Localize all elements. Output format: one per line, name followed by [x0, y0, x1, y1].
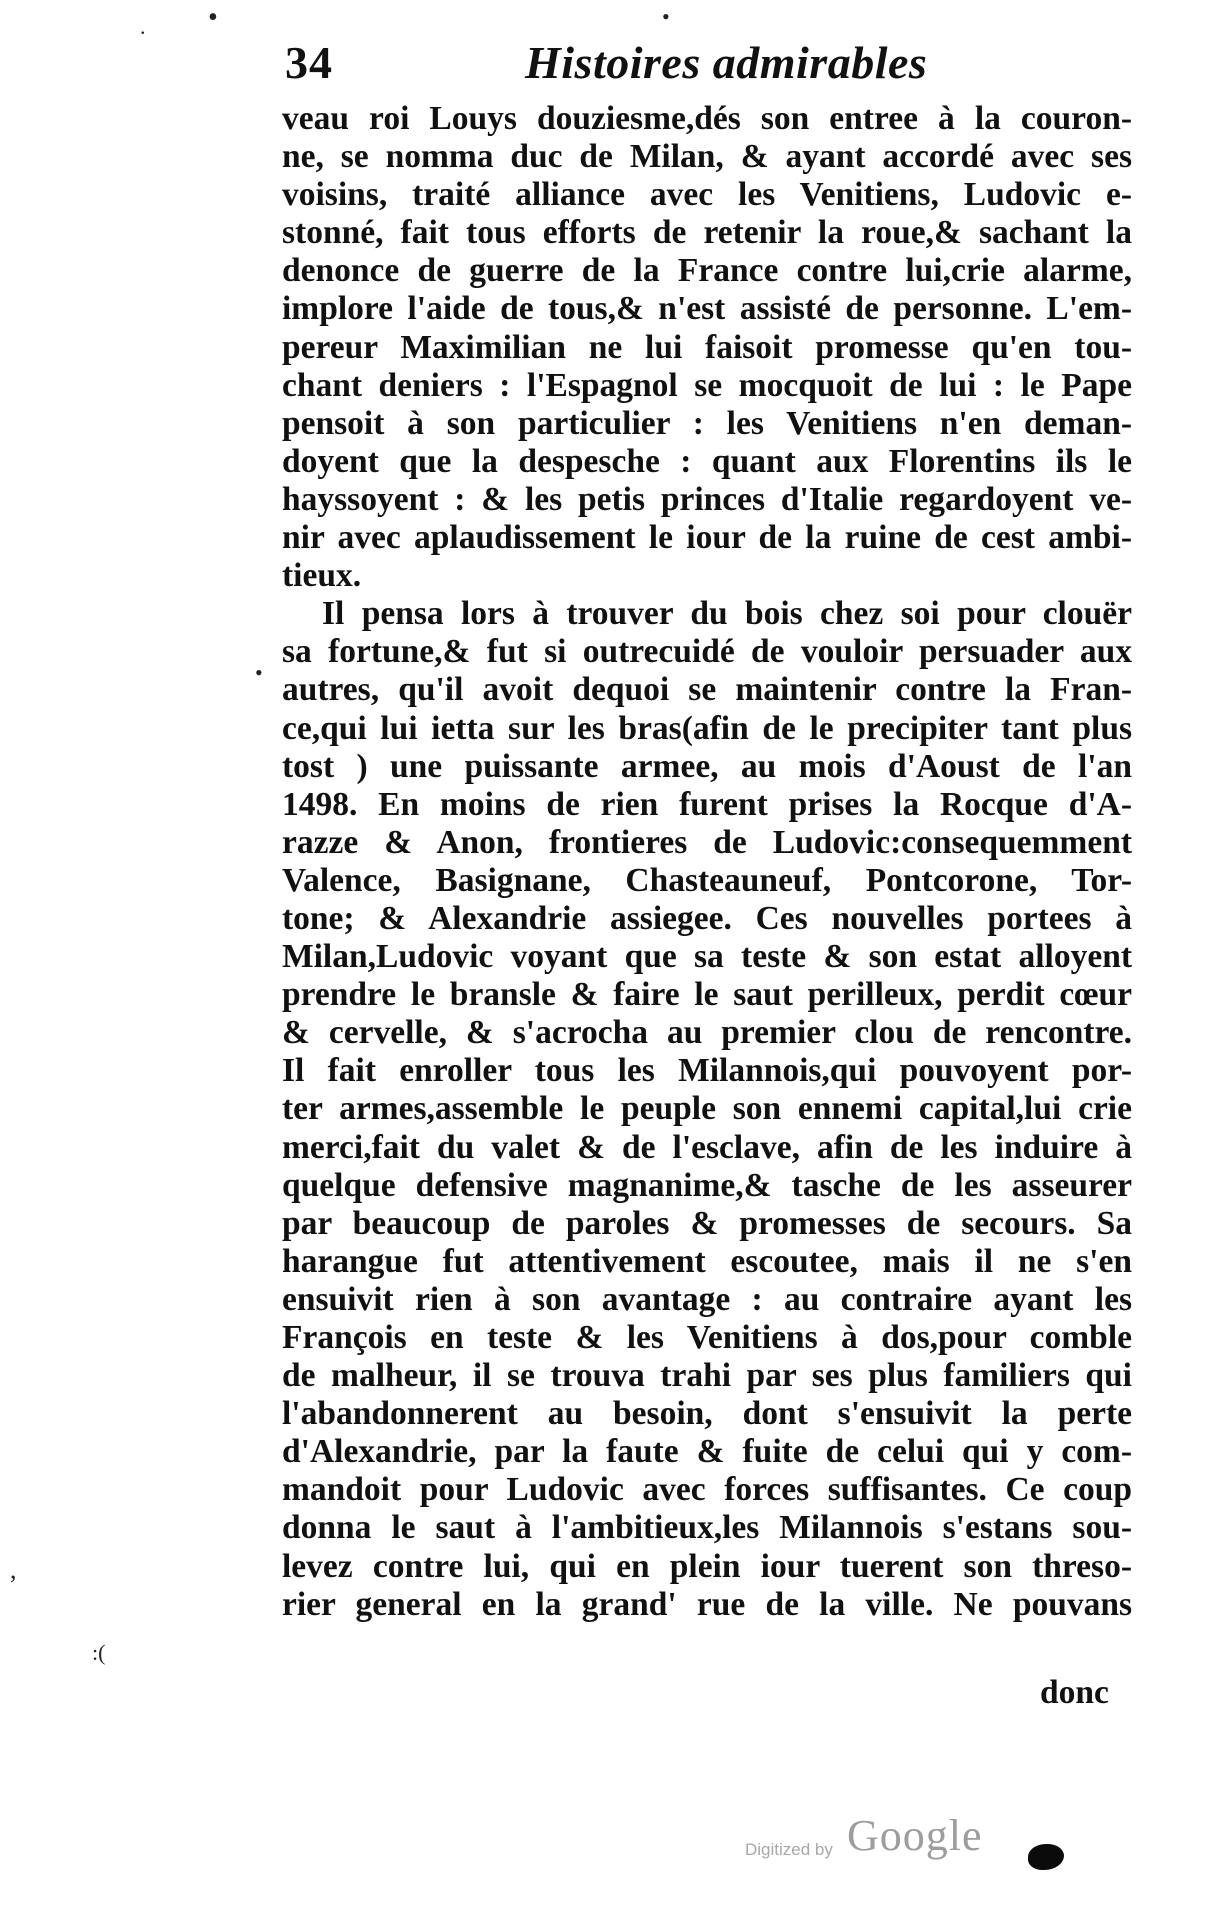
- digitized-label: Digitized by: [745, 1840, 833, 1859]
- running-title: Histoires admirables: [525, 37, 928, 88]
- text-line: ensuivit rien à son avantage : au contraire ayant les: [282, 1280, 1132, 1318]
- text-line: veau roi Louys douziesme,dés son entree à la couron-: [282, 100, 1132, 137]
- text-line: Valence, Basignane, Chasteauneuf, Pontcorone, Tor-: [282, 861, 1132, 899]
- text-line: razze & Anon, frontieres de Ludovic:consequemment: [282, 823, 1132, 861]
- text-line: autres, qu'il avoit dequoi se maintenir contre la Fran-: [282, 671, 1132, 709]
- margin-speck-mark: :(: [92, 1640, 106, 1665]
- page-number: 34: [285, 37, 333, 88]
- margin-speck-mark: •: [255, 660, 263, 685]
- margin-speck-mark: •: [662, 4, 670, 29]
- text-line: chant deniers : l'Espagnol se mocquoit de lui : le Pape: [282, 366, 1132, 404]
- margin-speck-mark: •: [208, 2, 218, 33]
- text-line: mandoit pour Ludovic avec forces suffisantes. Ce coup: [282, 1471, 1132, 1509]
- text-line: prendre le bransle & faire le saut perilleux, perdit cœur: [282, 976, 1132, 1014]
- paragraph-start-line: Il pensa lors à trouver du bois chez soi pour clouër: [322, 595, 1132, 633]
- text-line: rier general en la grand' rue de la ville. Ne pouvans: [282, 1585, 1132, 1623]
- text-line: denonce de guerre de la France contre lui,crie alarme,: [282, 252, 1132, 290]
- text-line: donna le saut à l'ambitieux,les Milannois s'estans sou-: [282, 1509, 1132, 1547]
- page-header: [285, 36, 1135, 106]
- text-line: pereur Maximilian ne lui faisoit promesse qu'en tou-: [282, 328, 1132, 366]
- text-line: quelque defensive magnanime,& tasche de les asseurer: [282, 1166, 1132, 1204]
- google-wordmark: Google: [847, 1811, 983, 1860]
- margin-speck-mark: .: [140, 14, 146, 39]
- text-line: d'Alexandrie, par la faute & fuite de celui qui y com-: [282, 1433, 1132, 1471]
- text-line: l'abandonnerent au besoin, dont s'ensuivit la perte: [282, 1395, 1132, 1433]
- text-line: voisins, traité alliance avec les Venitiens, Ludovic e-: [282, 176, 1132, 214]
- text-line: pensoit à son particulier : les Venitiens n'en deman-: [282, 404, 1132, 442]
- digitized-by-google-watermark: [745, 1810, 1015, 1870]
- text-line: tone; & Alexandrie assiegee. Ces nouvelles portees à: [282, 899, 1132, 937]
- body-text: [282, 100, 1132, 1624]
- text-line: stonné, fait tous efforts de retenir la roue,& sachant la: [282, 214, 1132, 252]
- text-line: nir avec aplaudissement le iour de la ruine de cest ambi-: [282, 519, 1132, 557]
- ink-blot-mark: [1028, 1844, 1064, 1870]
- text-line: 1498. En moins de rien furent prises la Rocque d'A-: [282, 785, 1132, 823]
- text-line: implore l'aide de tous,& n'est assisté de personne. L'em-: [282, 290, 1132, 328]
- text-line: par beaucoup de paroles & promesses de secours. Sa: [282, 1204, 1132, 1242]
- text-line: François en teste & les Venitiens à dos,pour comble: [282, 1319, 1132, 1356]
- text-line: ne, se nomma duc de Milan, & ayant accordé avec ses: [282, 138, 1132, 176]
- text-line: ter armes,assemble le peuple son ennemi capital,lui crie: [282, 1090, 1132, 1128]
- text-line: hayssoyent : & les petis princes d'Italie regardoyent ve-: [282, 480, 1132, 518]
- catchword: donc: [1040, 1674, 1109, 1711]
- text-line: tieux.: [282, 557, 362, 595]
- text-line: merci,fait du valet & de l'esclave, afin de les induire à: [282, 1128, 1132, 1166]
- text-line: sa fortune,& fut si outrecuidé de vouloir persuader aux: [282, 633, 1132, 671]
- text-line: tost ) une puissante armee, au mois d'Aoust de l'an: [282, 747, 1132, 785]
- text-line: doyent que la despesche : quant aux Florentins ils le: [282, 442, 1132, 480]
- text-line: harangue fut attentivement escoutee, mais il ne s'en: [282, 1242, 1132, 1280]
- text-line: ce,qui lui ietta sur les bras(afin de le precipiter tant plus: [282, 709, 1132, 747]
- text-line: & cervelle, & s'acrocha au premier clou de rencontre.: [282, 1014, 1132, 1052]
- text-line: levez contre lui, qui en plein iour tuerent son threso-: [282, 1547, 1132, 1585]
- text-line: Il fait enroller tous les Milannois,qui pouvoyent por-: [282, 1052, 1132, 1090]
- text-line: Milan,Ludovic voyant que sa teste & son estat alloyent: [282, 938, 1132, 976]
- text-line: de malheur, il se trouva trahi par ses plus familiers qui: [282, 1357, 1132, 1395]
- margin-speck-mark: ,: [10, 1555, 17, 1584]
